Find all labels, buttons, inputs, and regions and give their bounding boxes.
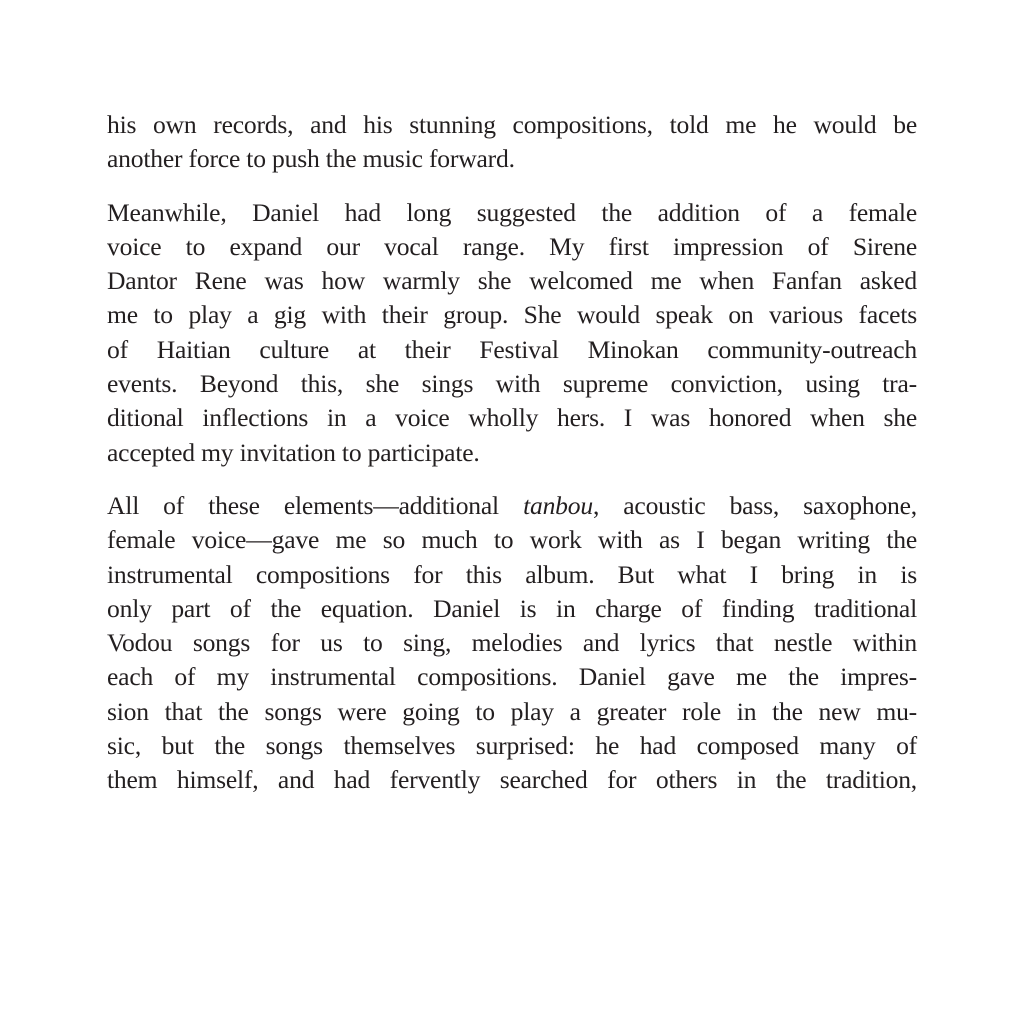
text-line: each of my instrumental compositions. Daniel gave me the impres- xyxy=(107,662,917,692)
text-line: sion that the songs were going to play a greater role in the new mu- xyxy=(107,696,917,726)
text-line: Vodou songs for us to sing, melodies and lyrics that nestle within xyxy=(107,628,917,658)
text-line: me to play a gig with their group. She would speak on various facets xyxy=(107,300,917,330)
text-line: of Haitian culture at their Festival Minokan community-outreach xyxy=(107,334,917,364)
italic-term: tanbou xyxy=(523,490,593,520)
text-run: , acoustic bass, saxophone, xyxy=(592,490,918,520)
text-line: events. Beyond this, she sings with supreme conviction, using tra- xyxy=(107,369,917,399)
text-line: voice to expand our vocal range. My first impression of Sirene xyxy=(107,231,917,261)
text-line: Dantor Rene was how warmly she welcomed me when Fanfan asked xyxy=(107,266,917,296)
paragraph-1 xyxy=(107,108,917,177)
text-line: ditional inflections in a voice wholly hers. I was honored when she xyxy=(107,403,917,433)
text-line: accepted my invitation to participate. xyxy=(107,437,480,467)
text-line: Meanwhile, Daniel had long suggested the addition of a female xyxy=(107,197,917,227)
text-line xyxy=(107,489,917,523)
paragraph-2 xyxy=(107,196,917,470)
text-run: All of these elements—additional xyxy=(107,490,524,520)
text-line: only part of the equation. Daniel is in charge of finding traditional xyxy=(107,593,917,623)
text-line: female voice—gave me so much to work with as I began writing the xyxy=(107,525,917,555)
book-page xyxy=(107,108,917,817)
paragraph-3 xyxy=(107,489,917,798)
text-line: another force to push the music forward. xyxy=(107,144,515,174)
text-line: instrumental compositions for this album. But what I bring in is xyxy=(107,559,917,589)
text-line: sic, but the songs themselves surprised: he had composed many of xyxy=(107,731,917,761)
text-line: them himself, and had fervently searched for others in the tradition, xyxy=(107,765,917,795)
text-line: his own records, and his stunning compositions, told me he would be xyxy=(107,110,917,139)
